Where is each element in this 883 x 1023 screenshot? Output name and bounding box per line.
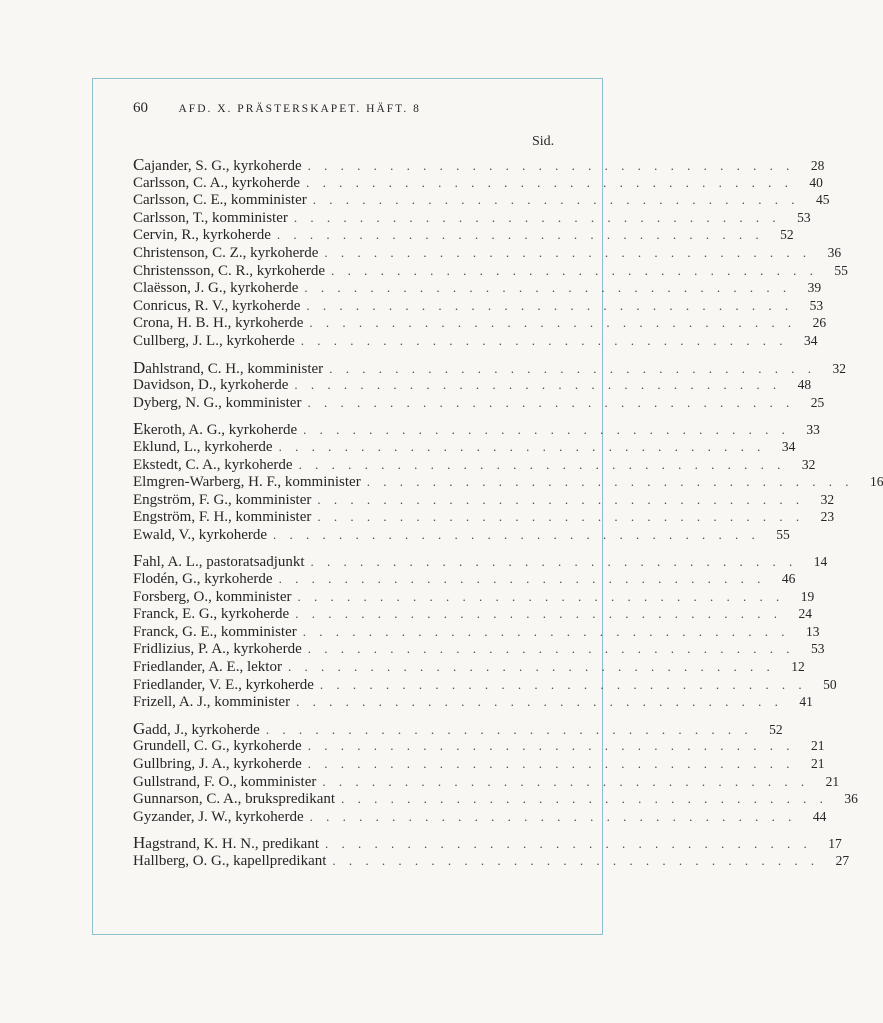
entry-page: 17	[828, 836, 842, 852]
index-group	[133, 419, 883, 543]
leader-dots: . . . . . . . . . . . . . . . . . . . . . . . . . . . . . .	[307, 158, 795, 173]
leader-dots: . . . . . . . . . . . . . . . . . . . . . . . . . . . . . .	[319, 676, 807, 692]
entry-name: Carlsson, C. E., komminister	[133, 192, 307, 209]
leader-dots: . . . . . . . . . . . . . . . . . . . . . . . . . . . . . .	[293, 209, 781, 225]
entry-name: Elmgren-Warberg, H. F., komminister	[133, 474, 361, 491]
entry-name: Fahl, A. L., pastoratsadjunkt	[133, 551, 305, 571]
entry-page: 52	[769, 721, 783, 737]
index-entry	[133, 658, 805, 676]
index-entry	[133, 808, 827, 826]
entry-name: Christenson, C. Z., kyrkoherde	[133, 244, 319, 261]
leader-dots: . . . . . . . . . . . . . . . . . . . . . . . . . . . . . .	[307, 738, 795, 754]
entry-page: 36	[844, 791, 858, 807]
entry-page: 45	[816, 192, 830, 208]
entry-name: Gullbring, J. A., kyrkoherde	[133, 756, 302, 772]
entry-page: 25	[810, 394, 825, 410]
entry-name: Ewald, V., kyrkoherde	[133, 526, 268, 543]
entry-name: Gadd, J., kyrkoherde	[133, 718, 260, 738]
leader-dots: . . . . . . . . . . . . . . . . . . . . . . . . . . . . . .	[317, 509, 805, 525]
entry-name: Hallberg, O. G., kapellpredikant	[133, 852, 327, 869]
index-list	[133, 155, 883, 879]
entry-page: 39	[807, 280, 822, 296]
index-entry	[133, 473, 883, 491]
index-entry	[133, 262, 848, 280]
entry-name: Fridlizius, P. A., kyrkoherde	[133, 641, 302, 658]
entry-page: 53	[811, 641, 825, 657]
leader-dots: . . . . . . . . . . . . . . . . . . . . . . . . . . . . . .	[366, 474, 854, 490]
entry-name: Engström, F. H., komminister	[133, 509, 312, 526]
leader-dots: . . . . . . . . . . . . . . . . . . . . . . . . . . . . . .	[278, 438, 766, 454]
entry-page: 21	[810, 756, 825, 771]
entry-page: 16	[869, 474, 883, 490]
entry-page: 24	[798, 606, 812, 622]
leader-dots: . . . . . . . . . . . . . . . . . . . . . . . . . . . . . .	[265, 721, 753, 737]
entry-name: Dyberg, N. G., komminister	[133, 394, 302, 411]
entry-page: 21	[810, 738, 825, 754]
entry-page: 53	[809, 297, 824, 313]
entry-page: 44	[812, 808, 827, 824]
entry-name: Grundell, C. G., kyrkoherde	[133, 738, 302, 755]
index-entry	[133, 456, 816, 474]
leader-dots: . . . . . . . . . . . . . . . . . . . . . . . . . . . . . .	[296, 694, 783, 710]
index-entry	[133, 718, 783, 738]
leader-dots: . . . . . . . . . . . . . . . . . . . . . . . . . . . . . .	[322, 773, 810, 789]
entry-name: Cullberg, J. L., kyrkoherde	[133, 332, 295, 349]
running-title: AFD. X. PRÄSTERSKAPET. HÄFT. 8	[178, 103, 421, 115]
entry-page: 33	[806, 422, 820, 438]
index-entry	[133, 376, 812, 394]
entry-page: 21	[825, 773, 840, 789]
index-group	[133, 833, 850, 869]
entry-name: Hagstrand, K. H. N., predikant	[133, 833, 319, 853]
leader-dots: . . . . . . . . . . . . . . . . . . . . . . . . . . . . . .	[331, 262, 818, 278]
index-entry	[133, 737, 825, 755]
entry-page: 26	[812, 315, 827, 331]
leader-dots: . . . . . . . . . . . . . . . . . . . . . . . . . . . . . .	[300, 332, 788, 348]
entry-name: Cervin, R., kyrkoherde	[133, 227, 271, 244]
entry-name: Dahlstrand, C. H., komminister	[133, 357, 324, 377]
entry-page: 40	[809, 174, 823, 190]
index-entry	[133, 526, 790, 544]
index-entry	[133, 676, 837, 694]
entry-name: Frizell, A. J., komminister	[133, 694, 291, 711]
entry-page: 14	[813, 554, 828, 570]
index-entry	[133, 773, 840, 791]
index-entry	[133, 693, 813, 711]
entry-page: 55	[834, 262, 848, 278]
index-entry	[133, 570, 796, 588]
index-entry	[133, 605, 812, 623]
entry-page: 19	[800, 588, 815, 604]
entry-page: 23	[820, 509, 835, 525]
entry-name: Conricus, R. V., kyrkoherde	[133, 297, 301, 314]
entry-page: 32	[820, 491, 835, 507]
leader-dots: . . . . . . . . . . . . . . . . . . . . . . . . . . . . . .	[306, 297, 794, 313]
entry-page: 55	[776, 526, 790, 542]
entry-name: Ekeroth, A. G., kyrkoherde	[133, 419, 298, 439]
leader-dots: . . . . . . . . . . . . . . . . . . . . . . . . . . . . . .	[304, 280, 792, 296]
entry-name: Gunnarson, C. A., brukspredikant	[133, 791, 336, 808]
entry-name: Engström, F. G., komminister	[133, 491, 312, 508]
index-entry	[133, 640, 825, 658]
entry-page: 34	[804, 332, 818, 348]
entry-name: Forsberg, O., komminister	[133, 588, 292, 605]
index-group	[133, 551, 837, 711]
leader-dots: . . . . . . . . . . . . . . . . . . . . . . . . . . . . . .	[303, 422, 790, 438]
leader-dots: . . . . . . . . . . . . . . . . . . . . . . . . . . . . . .	[295, 606, 782, 622]
entry-name: Gullstrand, F. O., komminister	[133, 773, 317, 790]
index-entry	[133, 551, 828, 571]
entry-name: Crona, H. B. H., kyrkoherde	[133, 315, 304, 332]
leader-dots: . . . . . . . . . . . . . . . . . . . . . . . . . . . . . .	[324, 244, 812, 260]
entry-name: Gyzander, J. W., kyrkoherde	[133, 808, 304, 825]
entry-name: Franck, E. G., kyrkoherde	[133, 606, 290, 623]
index-entry	[133, 332, 818, 350]
entry-name: Davidson, D., kyrkoherde	[133, 377, 289, 394]
entry-page: 41	[799, 694, 813, 710]
leader-dots: . . . . . . . . . . . . . . . . . . . . . . . . . . . . . .	[310, 554, 798, 570]
entry-name: Friedlander, V. E., kyrkoherde	[133, 676, 314, 693]
leader-dots: . . . . . . . . . . . . . . . . . . . . . . . . . . . . . .	[341, 791, 828, 807]
leader-dots: . . . . . . . . . . . . . . . . . . . . . . . . . . . . . .	[298, 456, 786, 472]
leader-dots: . . . . . . . . . . . . . . . . . . . . . . . . . . . . . .	[278, 571, 766, 587]
index-entry	[133, 438, 796, 456]
index-entry	[133, 174, 823, 192]
entry-page: 50	[823, 676, 837, 692]
leader-dots: . . . . . . . . . . . . . . . . . . . . . . . . . . . . . .	[312, 192, 800, 208]
entry-page: 46	[781, 571, 796, 587]
leader-dots: . . . . . . . . . . . . . . . . . . . . . . . . . . . . . .	[309, 808, 797, 824]
leader-dots: . . . . . . . . . . . . . . . . . . . . . . . . . . . . . .	[329, 360, 816, 376]
index-entry	[133, 623, 820, 641]
page-column-label: Sid.	[532, 134, 555, 149]
index-group	[133, 357, 846, 412]
index-entry	[133, 357, 846, 377]
index-entry	[133, 191, 830, 209]
index-entry	[133, 279, 822, 297]
entry-page: 53	[797, 209, 811, 225]
index-entry	[133, 244, 842, 262]
leader-dots: . . . . . . . . . . . . . . . . . . . . . . . . . . . . . .	[287, 659, 775, 675]
entry-page: 36	[827, 244, 842, 260]
entry-page: 13	[805, 623, 820, 639]
page-number: 60	[133, 100, 148, 116]
entry-name: Flodén, G., kyrkoherde	[133, 571, 273, 588]
index-entry	[133, 394, 825, 412]
entry-page: 32	[832, 360, 846, 376]
index-entry	[133, 588, 815, 606]
entry-name: Christensson, C. R., kyrkoherde	[133, 262, 326, 279]
entry-name: Ekstedt, C. A., kyrkoherde	[133, 456, 293, 473]
leader-dots: . . . . . . . . . . . . . . . . . . . . . . . . . . . . . .	[332, 852, 820, 868]
index-entry	[133, 155, 825, 174]
index-entry	[133, 297, 824, 315]
leader-dots: . . . . . . . . . . . . . . . . . . . . . . . . . . . . . .	[307, 394, 795, 410]
index-entry	[133, 226, 794, 244]
entry-page: 28	[810, 158, 825, 173]
entry-name: Carlsson, T., komminister	[133, 209, 288, 226]
entry-page: 12	[791, 659, 805, 675]
index-entry	[133, 755, 825, 773]
index-entry	[133, 491, 835, 509]
leader-dots: . . . . . . . . . . . . . . . . . . . . . . . . . . . . . .	[273, 526, 760, 542]
leader-dots: . . . . . . . . . . . . . . . . . . . . . . . . . . . . . .	[302, 623, 790, 639]
leader-dots: . . . . . . . . . . . . . . . . . . . . . . . . . . . . . .	[307, 756, 795, 771]
index-entry	[133, 508, 835, 526]
entry-name: Carlsson, C. A., kyrkoherde	[133, 174, 301, 191]
entry-page: 32	[801, 456, 816, 472]
leader-dots: . . . . . . . . . . . . . . . . . . . . . . . . . . . . . .	[294, 377, 782, 393]
entry-page: 27	[835, 852, 850, 868]
index-entry	[133, 852, 850, 870]
running-header	[133, 100, 573, 117]
index-entry	[133, 419, 820, 439]
index-entry	[133, 314, 827, 332]
leader-dots: . . . . . . . . . . . . . . . . . . . . . . . . . . . . . .	[309, 315, 797, 331]
leader-dots: . . . . . . . . . . . . . . . . . . . . . . . . . . . . . .	[297, 588, 785, 604]
leader-dots: . . . . . . . . . . . . . . . . . . . . . . . . . . . . . .	[325, 836, 812, 852]
entry-page: 48	[797, 377, 812, 393]
entry-name: Friedlander, A. E., lektor	[133, 659, 282, 676]
entry-page: 34	[781, 438, 796, 454]
entry-name: Cajander, S. G., kyrkoherde	[133, 155, 302, 174]
entry-page: 52	[780, 227, 794, 243]
index-entry	[133, 790, 858, 808]
leader-dots: . . . . . . . . . . . . . . . . . . . . . . . . . . . . . .	[276, 227, 764, 243]
leader-dots: . . . . . . . . . . . . . . . . . . . . . . . . . . . . . .	[306, 174, 793, 190]
entry-name: Eklund, L., kyrkoherde	[133, 438, 273, 455]
index-entry	[133, 209, 811, 227]
index-group	[133, 155, 848, 350]
index-group	[133, 718, 858, 826]
leader-dots: . . . . . . . . . . . . . . . . . . . . . . . . . . . . . .	[317, 491, 805, 507]
leader-dots: . . . . . . . . . . . . . . . . . . . . . . . . . . . . . .	[307, 641, 795, 657]
index-entry	[133, 833, 842, 853]
entry-name: Claësson, J. G., kyrkoherde	[133, 280, 299, 297]
entry-name: Franck, G. E., komminister	[133, 623, 297, 640]
